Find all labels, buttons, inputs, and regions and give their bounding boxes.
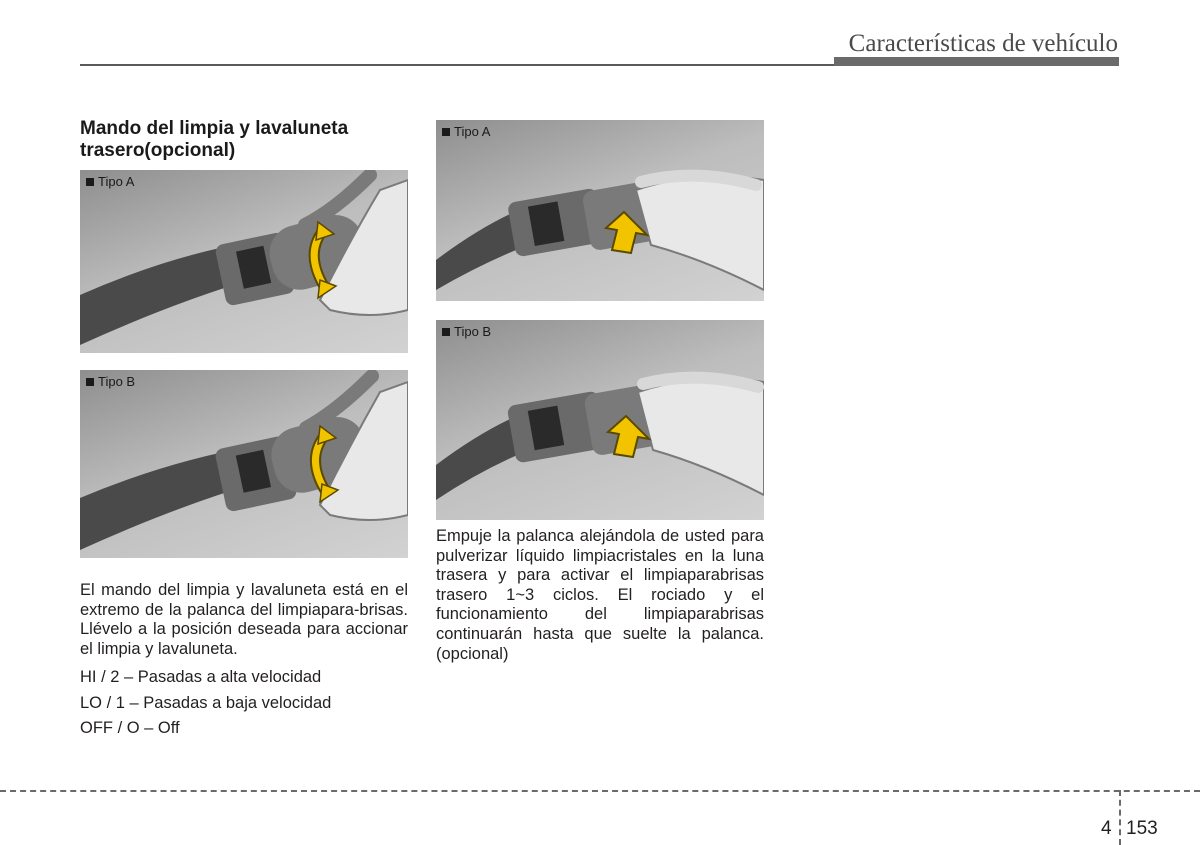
- wiper-stalk-rotate-illustration: [80, 170, 408, 353]
- header-rule-accent: [834, 57, 1119, 66]
- footer-divider: [1119, 790, 1121, 845]
- figure-left-tipo-b: [80, 370, 408, 558]
- footer-rule: [0, 790, 1200, 792]
- header-rule: [80, 64, 834, 66]
- page-number: 153: [1126, 818, 1158, 839]
- body-paragraph-right: Empuje la palanca alejándola de usted para pulverizar líquido limpiacristales en la luna trasera y para activar el limpiaparabrisas trasero 1~3 ciclos. El rociado y el funcionamiento del limpiaparabrisas continuarán hasta que suelte la palanca. (opcional): [436, 527, 764, 663]
- body-paragraph-left: El mando del limpia y lavaluneta está en el extremo de la palanca del limpiapara-brisas. Llévelo a la posición deseada para accionar el limpia y lavaluneta.: [80, 581, 408, 658]
- figure-tag: Tipo B: [442, 324, 491, 339]
- figure-tag: Tipo B: [86, 374, 135, 389]
- mode-line-hi: HI / 2 – Pasadas a alta velocidad: [80, 668, 322, 686]
- chapter-number: 4: [1101, 818, 1112, 839]
- wiper-stalk-push-illustration: [436, 320, 764, 520]
- mode-line-off: OFF / O – Off: [80, 719, 180, 737]
- running-header-title: Características de vehículo: [848, 30, 1118, 57]
- figure-right-tipo-a: [436, 120, 764, 301]
- section-title: Mando del limpia y lavaluneta trasero(opcional): [80, 118, 349, 161]
- wiper-stalk-rotate-illustration: [80, 370, 408, 558]
- figure-left-tipo-a: [80, 170, 408, 353]
- figure-right-tipo-b: [436, 320, 764, 520]
- figure-tag: Tipo A: [442, 124, 490, 139]
- mode-line-lo: LO / 1 – Pasadas a baja velocidad: [80, 694, 332, 712]
- wiper-stalk-push-illustration: [436, 120, 764, 301]
- figure-tag: Tipo A: [86, 174, 134, 189]
